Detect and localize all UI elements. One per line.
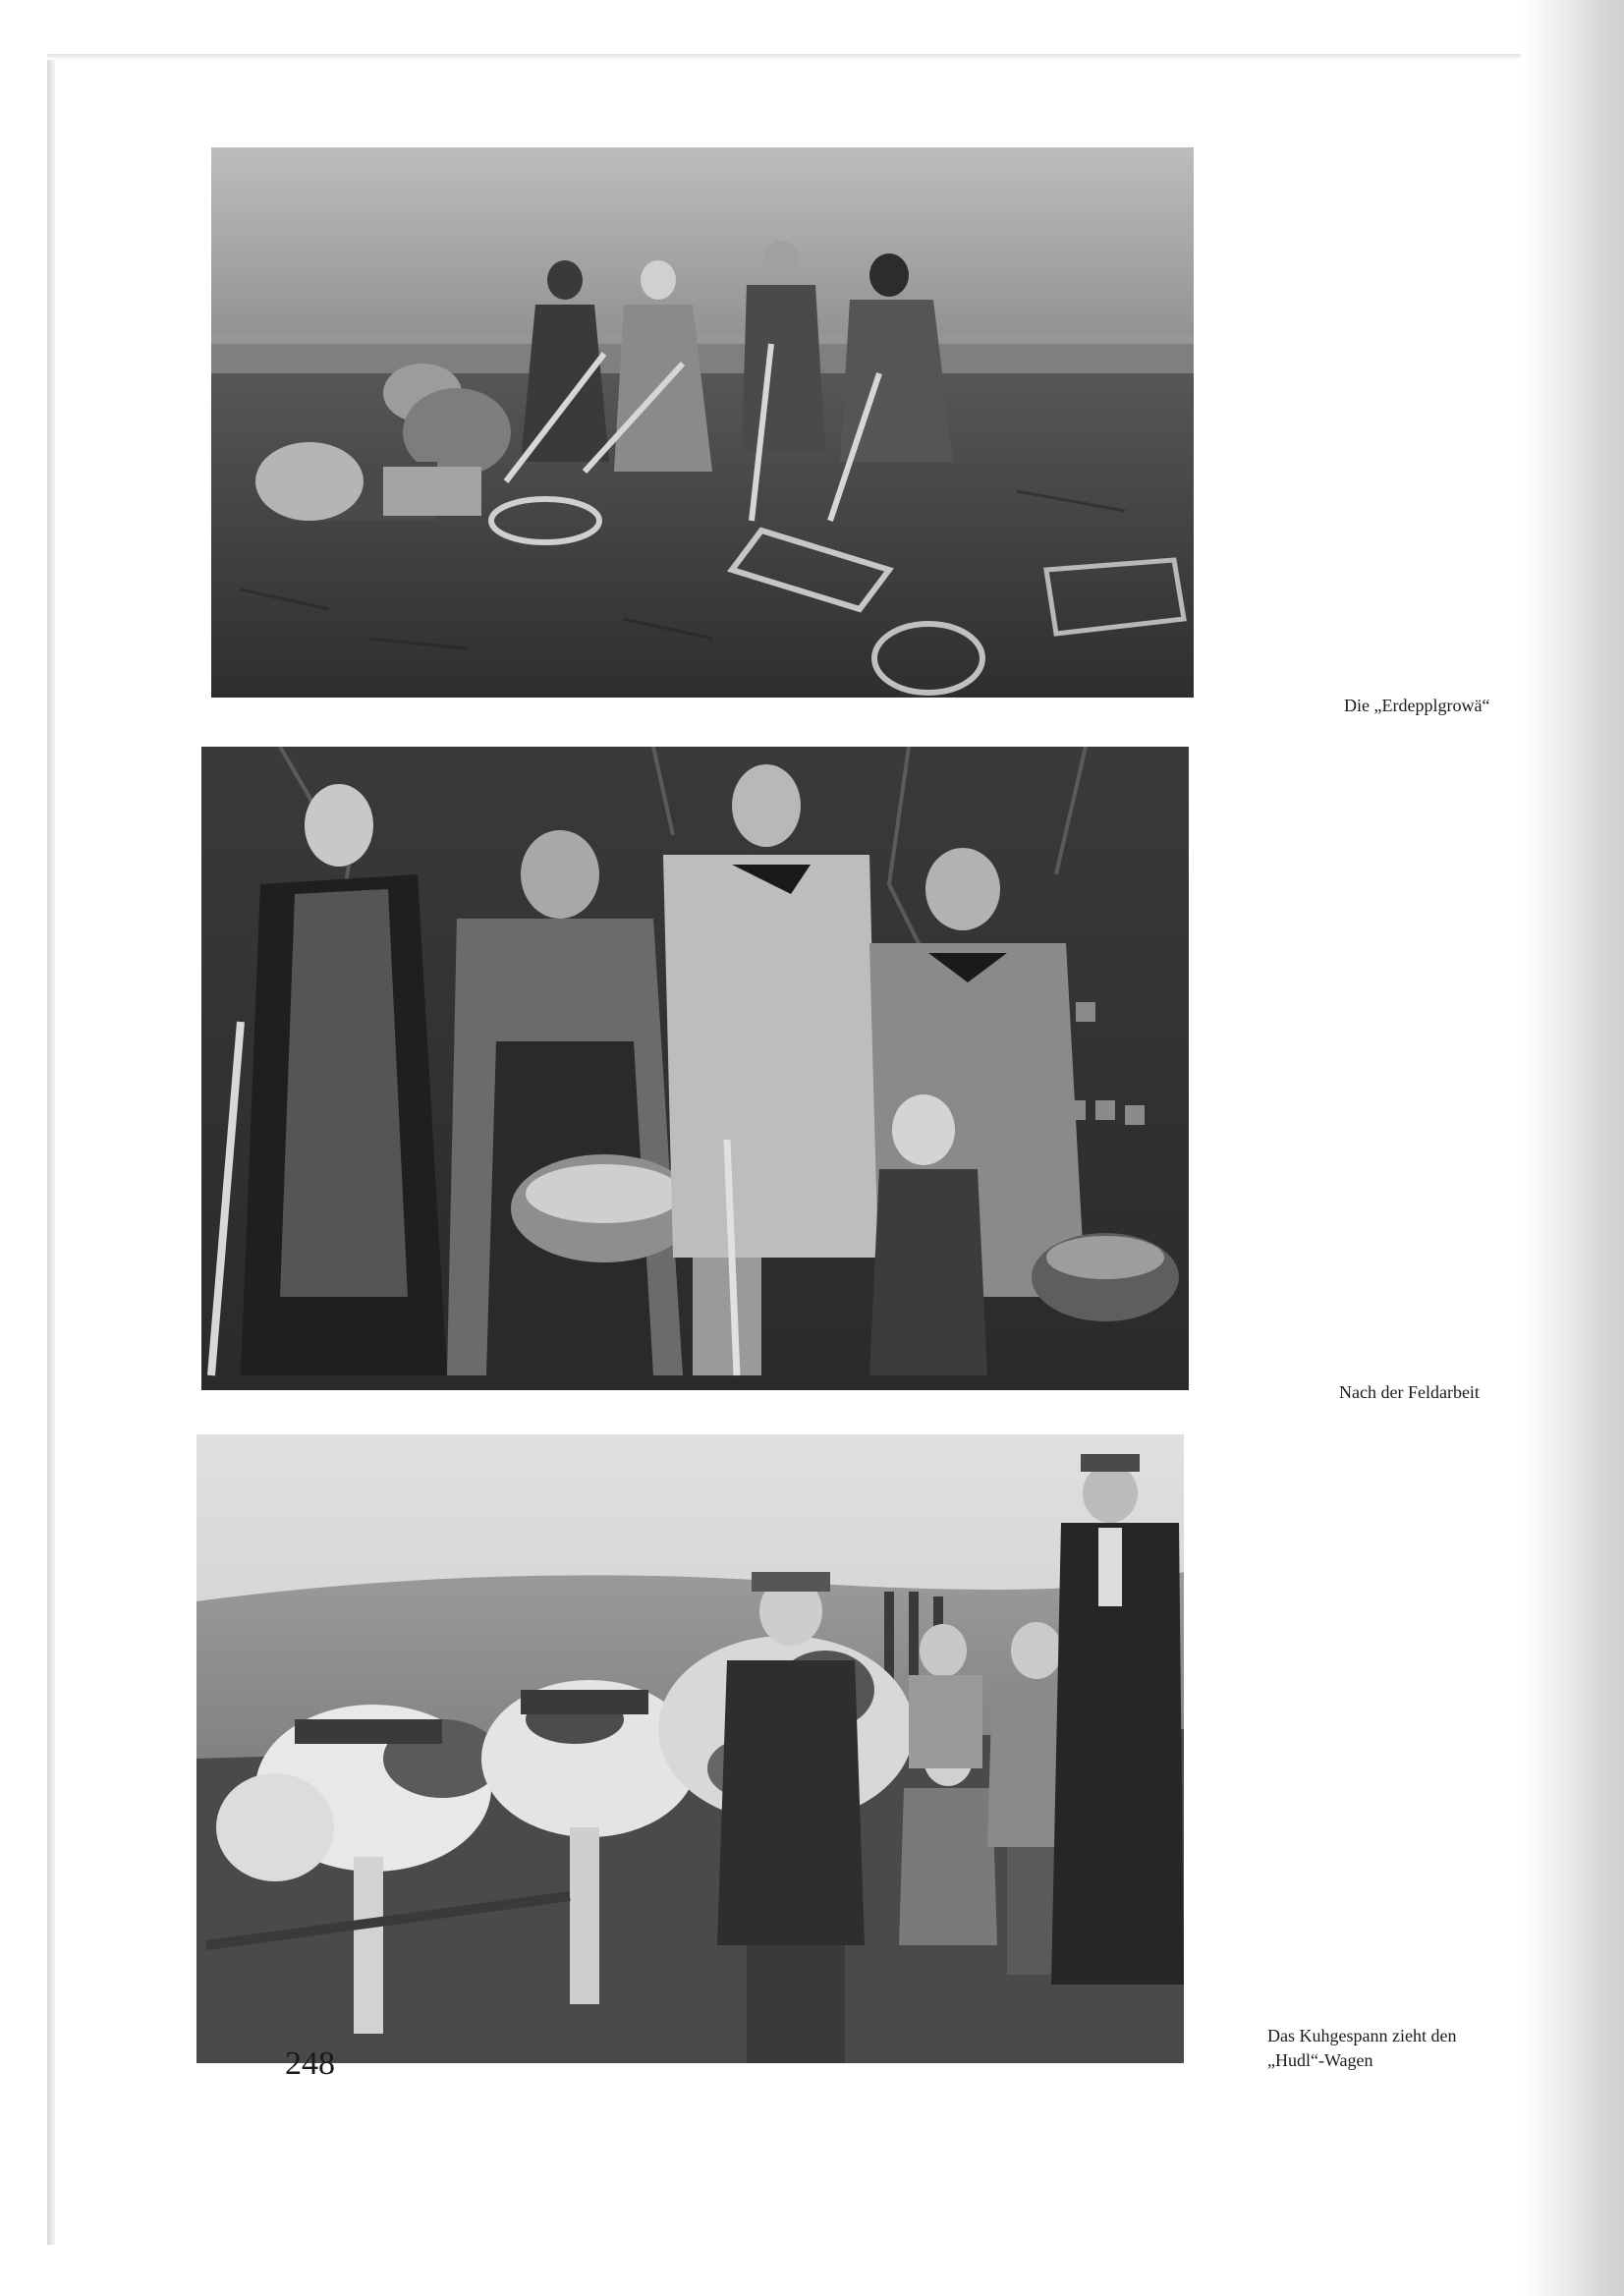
photo-cow-team (196, 1434, 1184, 2063)
photo-icon (196, 1434, 1184, 2063)
page-binding-edge (47, 54, 55, 2245)
page-number: 248 (285, 2045, 335, 2082)
photo-potato-harvest (211, 147, 1194, 698)
caption-photo-3-line1: Das Kuhgespann zieht den (1267, 2026, 1457, 2045)
photo-after-fieldwork (201, 747, 1189, 1390)
photo-icon (211, 147, 1194, 698)
caption-photo-2: Nach der Feldarbeit (1339, 1382, 1480, 1402)
photo-icon (201, 747, 1189, 1390)
page-gutter-shadow (1521, 0, 1624, 2296)
caption-photo-3-line2: „Hudl“-Wagen (1267, 2050, 1373, 2070)
caption-photo-1: Die „Erdepplgrowä“ (1344, 696, 1490, 715)
page-top-edge (47, 54, 1580, 60)
